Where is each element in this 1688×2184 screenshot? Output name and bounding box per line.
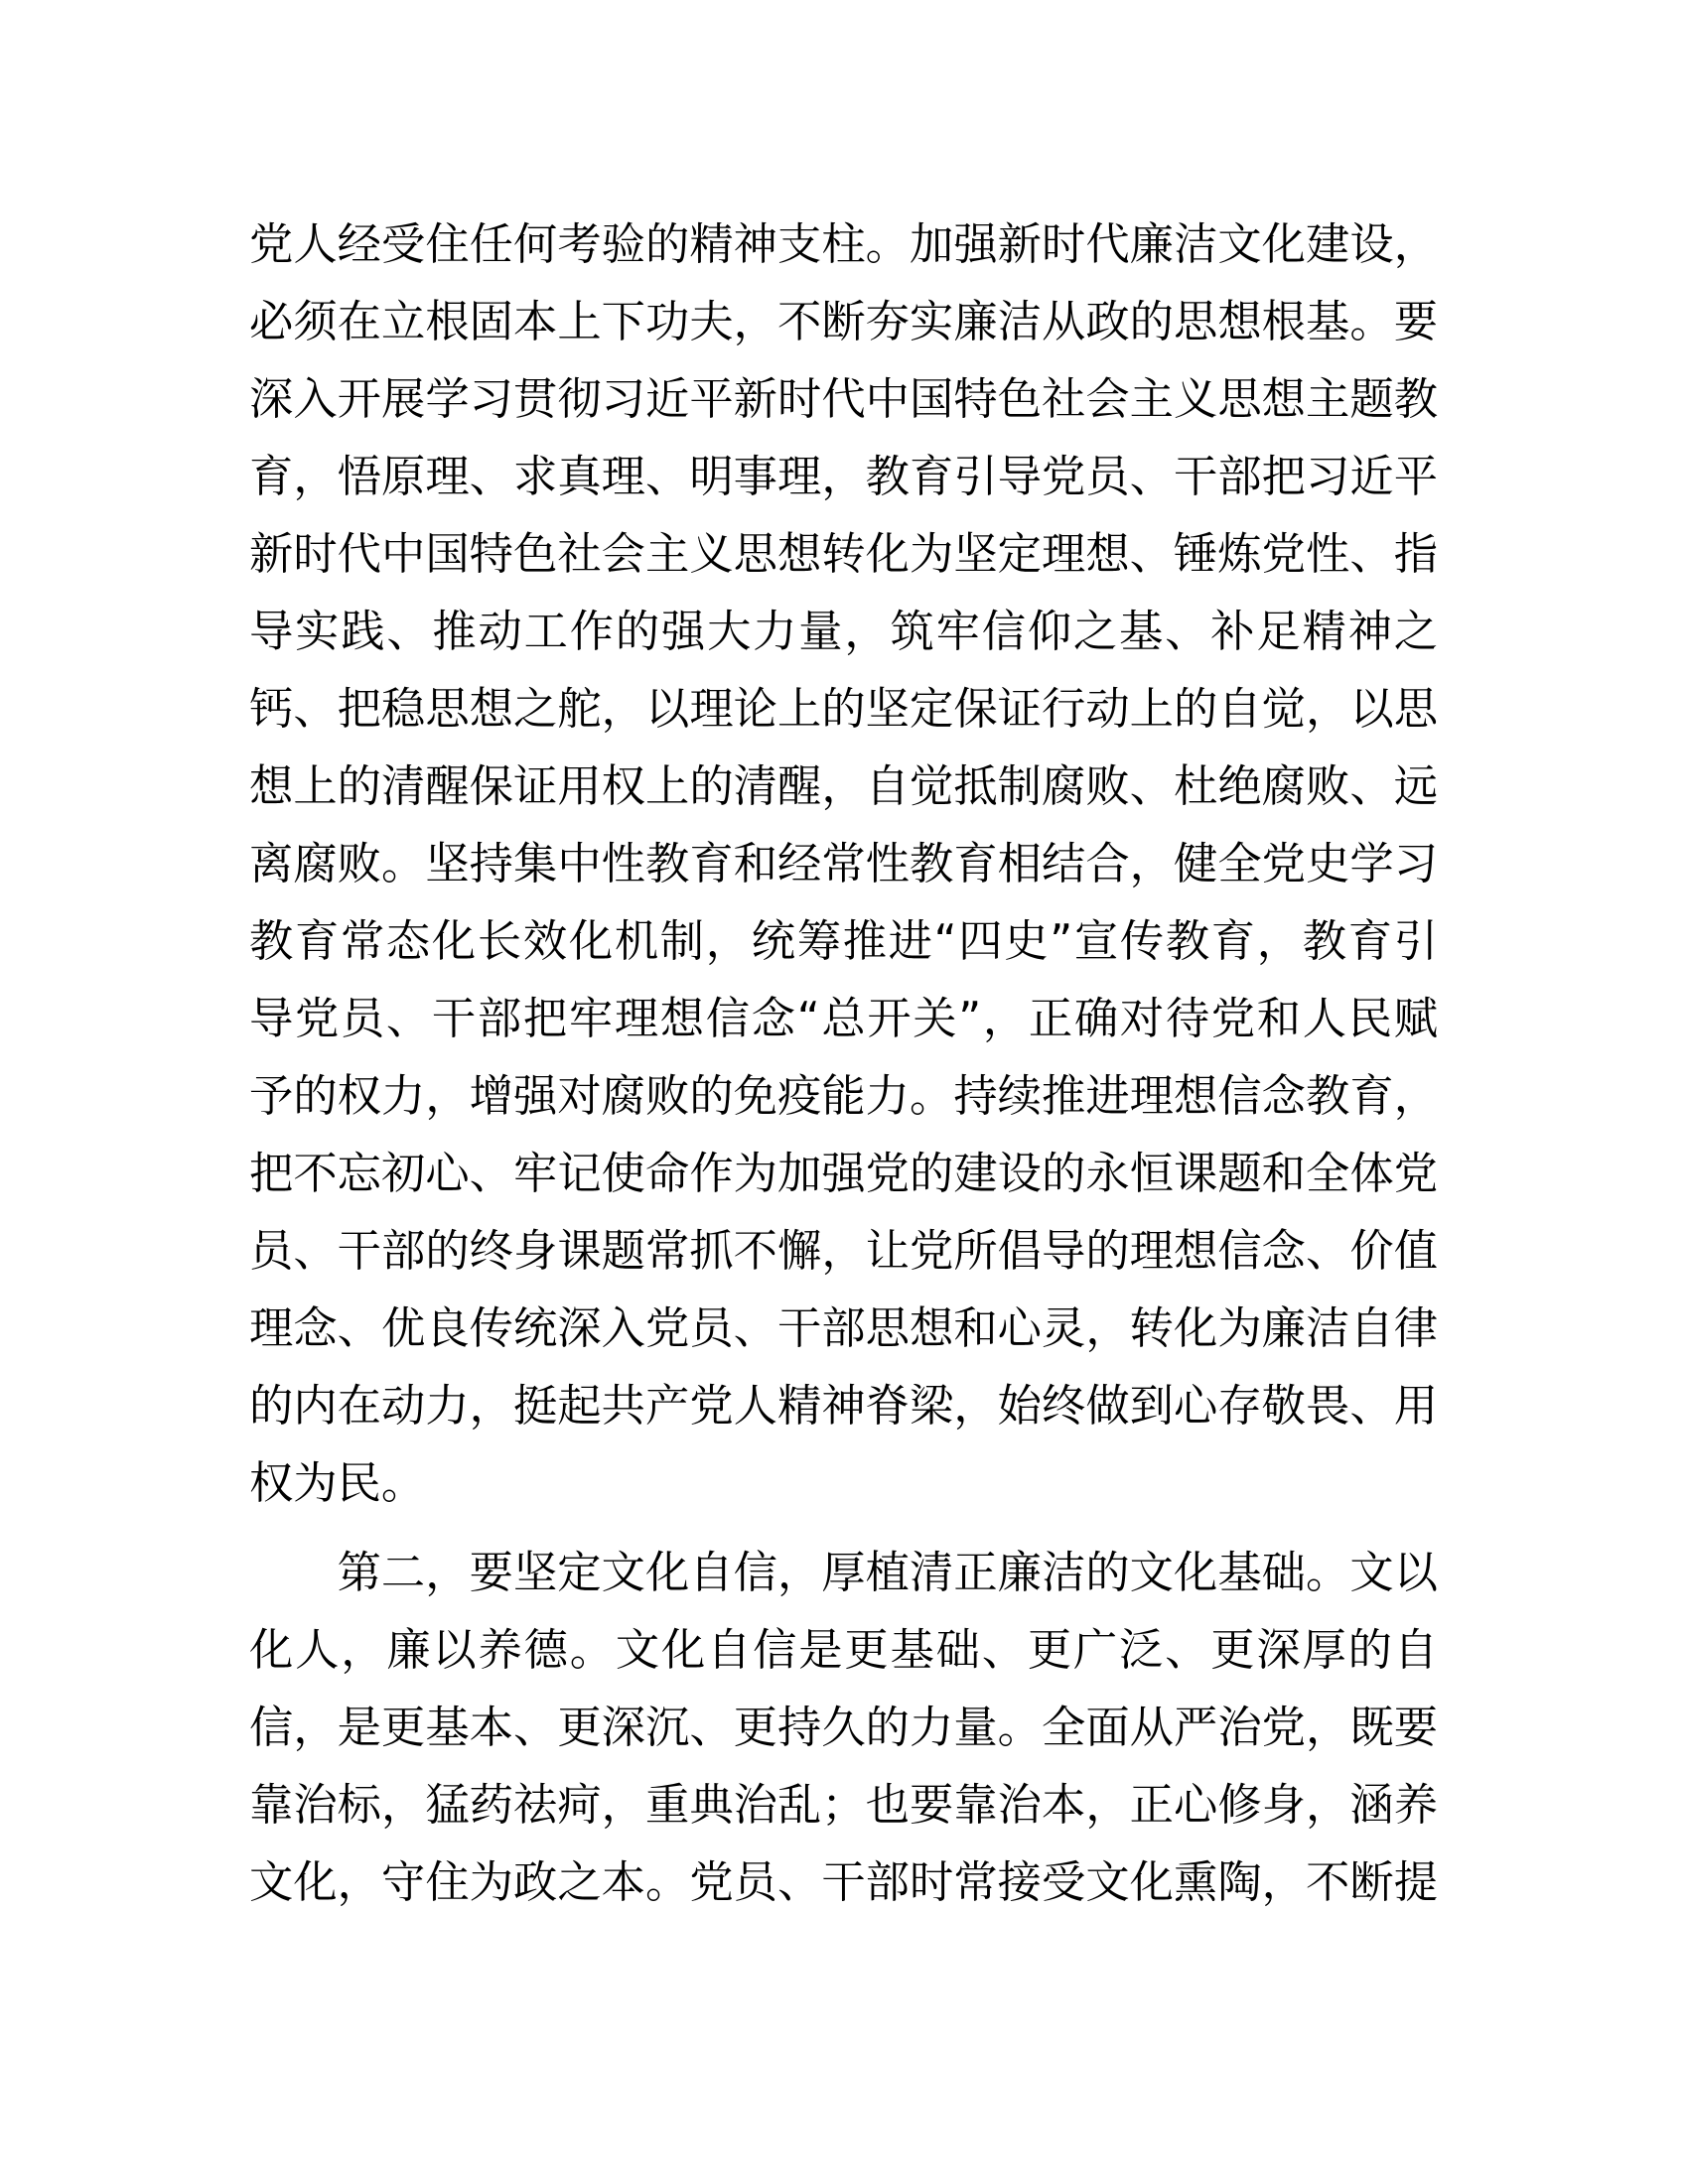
text-line: 导党员、干部把牢理想信念“总开关”，正确对待党和人民赋 — [249, 994, 1438, 1044]
text-line: 予的权力，增强对腐败的免疫能力。持续推进理想信念教育， — [249, 1071, 1438, 1122]
text-line: 靠治标，猛药祛疴，重典治乱；也要靠治本，正心修身，涵养 — [249, 1780, 1438, 1831]
text-line: 育，悟原理、求真理、明事理，教育引导党员、干部把习近平 — [249, 452, 1438, 502]
text-line: 理念、优良传统深入党员、干部思想和心灵，转化为廉洁自律 — [249, 1303, 1438, 1354]
paragraph-1 — [249, 206, 1438, 1523]
text-line: 党人经受住任何考验的精神支柱。加强新时代廉洁文化建设， — [249, 219, 1438, 270]
text-line: 导实践、推动工作的强大力量，筑牢信仰之基、补足精神之 — [249, 607, 1438, 657]
text-line: 想上的清醒保证用权上的清醒，自觉抵制腐败、杜绝腐败、远 — [249, 761, 1438, 812]
text-line: 必须在立根固本上下功夫，不断夯实廉洁从政的思想根基。要 — [249, 297, 1438, 347]
text-line: 化人，廉以养德。文化自信是更基础、更广泛、更深厚的自 — [249, 1625, 1438, 1676]
text-line: 信，是更基本、更深沉、更持久的力量。全面从严治党，既要 — [249, 1703, 1438, 1753]
text-line: 钙、把稳思想之舵，以理论上的坚定保证行动上的自觉，以思 — [249, 684, 1438, 735]
text-line: 的内在动力，挺起共产党人精神脊梁，始终做到心存敬畏、用 — [249, 1381, 1438, 1432]
paragraph-2 — [249, 1535, 1438, 1922]
text-line: 员、干部的终身课题常抓不懈，让党所倡导的理想信念、价值 — [249, 1226, 1438, 1277]
text-line: 文化，守住为政之本。党员、干部时常接受文化熏陶，不断提 — [249, 1857, 1438, 1908]
text-line-indented: 第二，要坚定文化自信，厚植清正廉洁的文化基础。文以 — [337, 1548, 1438, 1598]
text-line: 教育常态化长效化机制，统筹推进“四史”宣传教育，教育引 — [249, 916, 1438, 967]
text-line: 把不忘初心、牢记使命作为加强党的建设的永恒课题和全体党 — [249, 1149, 1438, 1199]
text-line: 新时代中国特色社会主义思想转化为坚定理想、锤炼党性、指 — [249, 529, 1438, 580]
body-text — [249, 206, 1438, 1922]
text-line: 离腐败。坚持集中性教育和经常性教育相结合，健全党史学习 — [249, 839, 1438, 889]
text-line: 深入开展学习贯彻习近平新时代中国特色社会主义思想主题教 — [249, 374, 1438, 425]
text-line-last: 权为民。 — [249, 1458, 426, 1509]
